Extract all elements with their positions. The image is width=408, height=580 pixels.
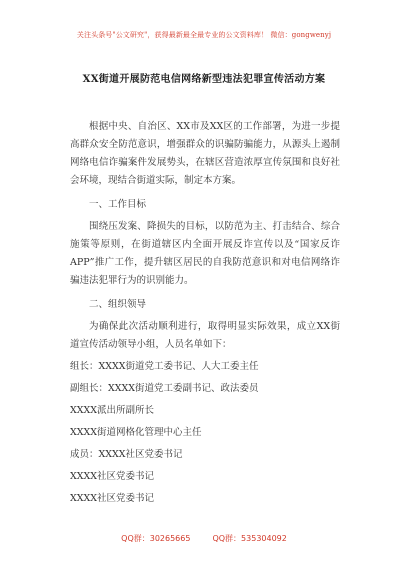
intro-paragraph: 根据中央、自治区、XX市及XX区的工作部署，为进一步提高群众安全防范意识，增强群众的识骗防骗能力，从源头上遏制网络电信诈骗案件发展势头，在辖区营造浓厚宣传氛围和良好社会环境，现结合街道实际，制定本方案。 xyxy=(70,121,340,186)
footer-contacts xyxy=(0,533,408,544)
roster-item: XXXX派出所副所长 xyxy=(70,405,155,416)
roster-item: 成员：XXXX社区党委书记 xyxy=(70,449,183,460)
leadership-paragraph: 为确保此次活动顺利进行，取得明显实际效果，成立XX街道宣传活动领导小组，人员名单如下： xyxy=(70,321,340,350)
document-title: XX街道开展防范电信网络新型违法犯罪宣传活动方案 xyxy=(82,74,326,85)
roster-item: XXXX社区党委书记 xyxy=(70,471,155,482)
footer-qq-group-2: QQ群：535304092 xyxy=(212,534,287,543)
roster-item: 副组长：XXXX街道党工委副书记、政法委员 xyxy=(70,383,259,394)
document-body xyxy=(70,118,340,510)
roster-item: XXXX社区党委书记 xyxy=(70,493,155,504)
section-heading-goals: 一、工作目标 xyxy=(89,199,147,210)
header-promo-note: 关注头条号"公文研究"，获得最新最全最专业的公文资料库！ 微信：gongwenyj xyxy=(76,31,332,39)
roster-list xyxy=(70,356,340,510)
section-heading-leadership: 二、组织领导 xyxy=(89,299,147,310)
footer-qq-group-1: QQ群：30265665 xyxy=(121,534,191,543)
roster-item: 组长：XXXX街道党工委书记、人大工委主任 xyxy=(70,361,259,372)
roster-item: XXXX街道网格化管理中心主任 xyxy=(70,427,202,438)
goals-paragraph: 围绕压发案、降损失的目标，以防范为主、打击结合、综合施策等原则，在街道辖区内全面开展反诈宣传以及“国家反诈APP”推广工作，提升辖区居民的自我防范意识和对电信网络诈骗违法犯罪行为的识别能力。 xyxy=(70,221,340,286)
